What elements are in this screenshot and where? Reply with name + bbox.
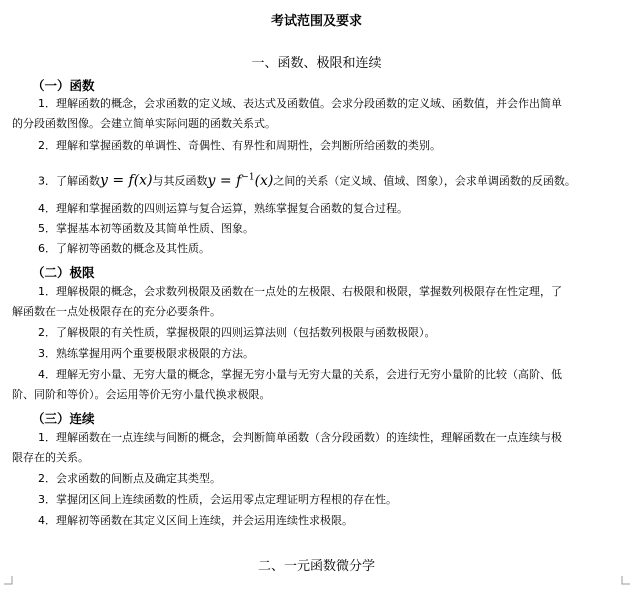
paragraph: 1．理解函数的概念，会求函数的定义域、表达式及函数值。会求分段函数的定义域、函数值，并会作出简单 bbox=[38, 97, 562, 110]
paragraph-continuation: 解函数在一点处极限存在的充分必要条件。 bbox=[12, 305, 221, 318]
paragraph-continuation: 限存在的关系。 bbox=[12, 451, 89, 464]
paragraph: 6．了解初等函数的概念及其性质。 bbox=[38, 242, 210, 255]
section-heading-1: 一、函数、极限和连续 bbox=[251, 56, 382, 71]
doc-title: 考试范围及要求 bbox=[270, 14, 362, 29]
page-corner-mark-right bbox=[620, 576, 630, 586]
paragraph: 4．理解无穷小量、无穷大量的概念，掌握无穷小量与无穷大量的关系，会进行无穷小量阶的比较（高阶、低 bbox=[38, 368, 562, 381]
paragraph: 1．理解函数在一点连续与间断的概念，会判断简单函数（含分段函数）的连续性，理解函数在一点连续与极 bbox=[38, 431, 562, 444]
paragraph: 2．理解和掌握函数的单调性、奇偶性、有界性和周期性，会判断所给函数的类别。 bbox=[38, 139, 441, 152]
paragraph: 3．熟练掌握用两个重要极限求极限的方法。 bbox=[38, 347, 254, 360]
section-heading-2: 二、一元函数微分学 bbox=[257, 559, 375, 574]
paragraph-with-formula: 3．了解函数y = f(x)与其反函数$y = f^{-1}(x)$之间的关系（定义域、值域、图象），会求单调函数的反函数。 bbox=[38, 172, 576, 189]
paragraph: 5．掌握基本初等函数及其简单性质、图象。 bbox=[38, 222, 254, 235]
paragraph-continuation: 阶、同阶和等价）。会运用等价无穷小量代换求极限。 bbox=[12, 388, 271, 401]
paragraph: 3．掌握闭区间上连续函数的性质，会运用零点定理证明方程根的存在性。 bbox=[38, 493, 397, 506]
paragraph: 1．理解极限的概念，会求数列极限及函数在一点处的左极限、右极限和极限，掌握数列极限存在性定理，了 bbox=[38, 285, 562, 298]
paragraph: 4．理解和掌握函数的四则运算与复合运算，熟练掌握复合函数的复合过程。 bbox=[38, 202, 408, 215]
paragraph-continuation: 的分段函数图像。会建立简单实际问题的函数关系式。 bbox=[12, 117, 276, 130]
formula-inverse-function: $y = f^{-1}(x)$ bbox=[207, 172, 274, 189]
subsection-heading-functions: （一）函数 bbox=[32, 78, 95, 93]
subsection-heading-limits: （二）极限 bbox=[32, 265, 95, 280]
subsection-heading-continuity: （三）连续 bbox=[32, 411, 95, 426]
paragraph: 2．了解极限的有关性质，掌握极限的四则运算法则（包括数列极限与函数极限）。 bbox=[38, 326, 436, 339]
formula-function: y = f(x) bbox=[100, 172, 153, 189]
paragraph: 2．会求函数的间断点及确定其类型。 bbox=[38, 472, 221, 485]
page-corner-mark-left bbox=[4, 576, 14, 586]
paragraph: 4．理解初等函数在其定义区间上连续，并会运用连续性求极限。 bbox=[38, 514, 353, 527]
